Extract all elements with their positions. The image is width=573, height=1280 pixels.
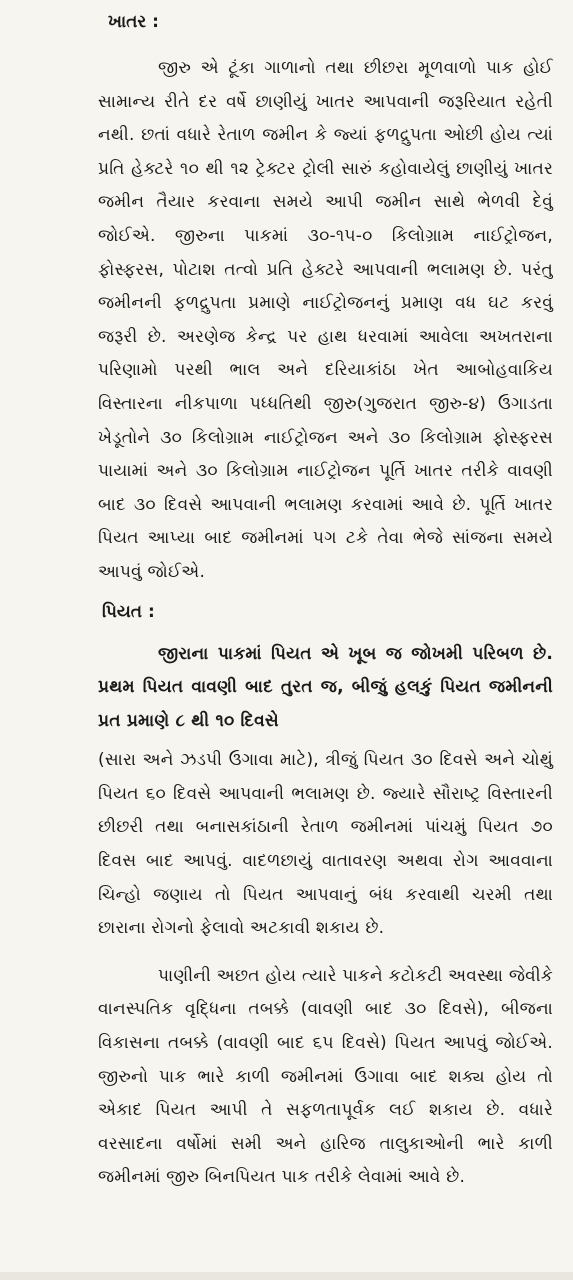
irrigation-paragraph-bold: જીરાના પાકમાં પિયત એ ખૂબ જ જોખમી પરિબળ છે. પ્રથમ પિયત વાવણી બાદ તુરત જ, બીજું હલકું પિયત જમીનની પ્રત પ્રમાણે ૮ થી ૧૦ દિવસે [98, 643, 553, 731]
page-bottom-edge [0, 1272, 573, 1280]
irrigation-scarcity-paragraph: પાણીની અછત હોય ત્યારે પાકને કટોકટી અવસ્થા જેવીકે વાનસ્પતિક વૃદ્ધિના તબક્કે (વાવણી બાદ ૩૦ દિવસે), બીજના વિકાસના તબક્કે (વાવણી બાદ ૬૫ દિવસે) પિયત આપવું જોઈએ. જીરુનો પાક ભારે કાળી જમીનમાં ઉગાવા બાદ શક્ય હોય તો એકાદ પિયત આપી તે સફળતાપૂર્વક લઈ શકાય છે. વધારે વરસાદના વર્ષોમાં સમી અને હારિજ તાલુકાઓની ભારે કાળી જમીનમાં જીરુ બિનપિયત પાક તરીકે લેવામાં આવે છે. [98, 965, 553, 1188]
fertilizer-paragraph: જીરુ એ ટૂંકા ગાળાનો તથા છીછરા મૂળવાળો પાક હોઈ સામાન્ય રીતે દર વર્ષે છાણીયું ખાતર આપવાની જરૂરિયાત રહેતી નથી. છતાં વધારે રેતાળ જમીન કે જ્યાં ફળદ્રુપતા ઓછી હોય ત્યાં પ્રતિ હેક્ટરે ૧૦ થી ૧૨ ટ્રેક્ટર ટ્રોલી સારું કહોવાયેલું છાણીયું ખાતર જમીન તૈયાર કરવાના સમયે આપી જમીન સાથે ભેળવી દેવું જોઈએ. જીરુના પાકમાં ૩૦-૧૫-૦ કિલોગ્રામ નાઈટ્રોજન, ફોસ્ફરસ, પોટાશ તત્વો પ્રતિ હેક્ટરે આપવાની ભલામણ છે. પરંતુ જમીનની ફળદ્રુપતા પ્રમાણે નાઈટ્રોજનનું પ્રમાણ વધ ઘટ કરવું જરૂરી છે. અરણેજ કેન્દ્ર પર હાથ ધરવામાં આવેલા અખતરાના પરિણામો પરથી ભાલ અને દરિયાકાંઠા ખેત આબોહવાકિય વિસ્તારના નીકપાળા પધ્ધતિથી જીરુ(ગુજરાત જીરુ-૪) ઉગાડતા ખેડૂતોને ૩૦ કિલોગ્રામ નાઈટ્રોજન અને ૩૦ કિલોગ્રામ ફોસ્ફરસ પાયામાં અને ૩૦ કિલોગ્રામ નાઈટ્રોજન પૂર્તિ ખાતર તરીકે વાવણી બાદ ૩૦ દિવસે આપવાની ભલામણ કરવામાં આવે છે. પૂર્તિ ખાતર પિયત આપ્યા બાદ જમીનમાં પગ ટકે તેવા ભેજે સાંજના સમયે આપવું જોઈએ. [98, 58, 553, 582]
irrigation-heading: પિયત : [102, 601, 155, 622]
fertilizer-heading: ખાતર : [108, 12, 159, 32]
irrigation-paragraph-continued: (સારા અને ઝડપી ઉગાવા માટે), ત્રીજું પિયત ૩૦ દિવસે અને ચોથું પિયત ૬૦ દિવસે આપવાની ભલામણ છે. જ્યારે સૌરાષ્ટ્ર વિસ્તારની છીછરી તથા બનાસકાંઠાની રેતાળ જમીનમાં પાંચમું પિયત ૭૦ દિવસ બાદ આપવું. વાદળછાયું વાતાવરણ અથવા રોગ આવવાના ચિન્હો જણાય તો પિયત આપવાનું બંધ કરવાથી ચરમી તથા છારાના રોગનો ફેલાવો અટકાવી શકાય છે. [98, 750, 553, 939]
